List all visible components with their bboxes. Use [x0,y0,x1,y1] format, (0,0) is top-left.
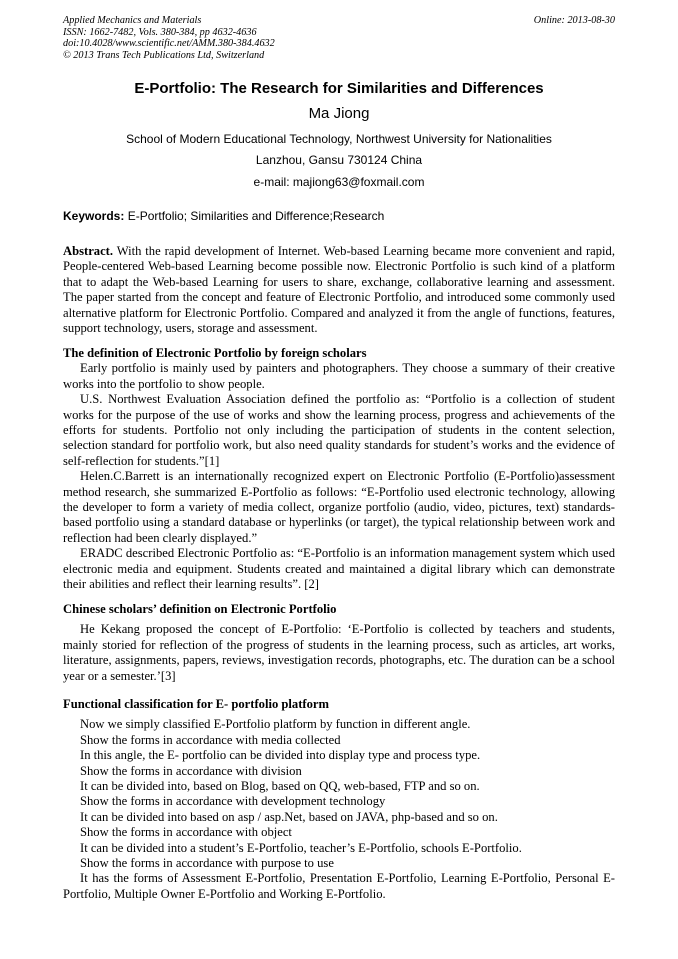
list-line: It can be divided into based on asp / asp.Net, based on JAVA, php-based and so on. [80,809,498,824]
section-heading: Chinese scholars’ definition on Electronic Portfolio [63,602,337,616]
list-line: It has the forms of Assessment E-Portfolio, Presentation E-Portfolio, Learning E-Portfolio, Personal E-Portfolio, Multiple Owner E-Portfolio and Working E-Portfolio. [63,871,615,901]
paper-title: E-Portfolio: The Research for Similarities and Differences [134,80,544,97]
abstract-text: With the rapid development of Internet. Web-based Learning became more convenient and rapid, People-centered Web-based Learning become possible now. Electronic Portfolio is such kind of a platform that to adapt the Web-based Learning for users to share, exchange, collaborative learning and assessment. The paper started from the concept and feature of Electronic Portfolio, and introduced some commonly used alternative platform for Electronic Portfolio. Compared and analyzed it from the angle of functions, features, support technology, users, storage and assessment. [63,244,615,336]
abstract [63,244,615,336]
list-line: Show the forms in accordance with division [80,763,302,778]
keywords [63,209,384,223]
list-line: Now we simply classified E-Portfolio platform by function in different angle. [80,717,471,732]
list-line: It can be divided into a student’s E-Portfolio, teacher’s E-Portfolio, schools E-Portfolio. [80,840,522,855]
list-line: Show the forms in accordance with object [80,825,292,840]
section-functional-classification [63,697,615,902]
paragraph: Helen.C.Barrett is an internationally recognized expert on Electronic Portfolio (E-Portfolio)assessment method research, she summarized E-Portfolio as follows: “E-Portfolio used electronic technology, allowing the developer to form a variety of media collect, organize portfolio (audio, video, pictures, text) standards-based portfolio using a standard database or hyperlinks (or target), the typical relationship between work and reflection had been clearly displayed.” [63,469,615,545]
paragraph: U.S. Northwest Evaluation Association defined the portfolio as: “Portfolio is a collection of student works for the purpose of the use of works and show the learning process, progress and achievements of the efforts for students. Portfolio not only including the participation of students in the content selection, selection standard for portfolio work, but also need quality standards for student’s works and the evidence of self-reflection for students.”[1] [63,392,615,468]
author-location: Lanzhou, Gansu 730124 China [255,153,423,167]
author-name: Ma Jiong [308,105,370,122]
section-chinese-definition [63,602,615,684]
keywords-text: E-Portfolio; Similarities and Difference;Research [124,209,385,223]
list-line: Show the forms in accordance with development technology [80,794,386,809]
section-foreign-definition [63,346,615,593]
journal-header [63,15,615,61]
online-date: Online: 2013-08-30 [533,15,615,26]
list-line: Show the forms in accordance with media collected [80,732,341,747]
list-line: It can be divided into, based on Blog, based on QQ, web-based, FTP and so on. [80,779,480,794]
copyright-line: © 2013 Trans Tech Publications Ltd, Switzerland [63,49,265,61]
keywords-label: Keywords: [63,209,125,223]
paragraph: He Kekang proposed the concept of E-Portfolio: ‘E-Portfolio is collected by teachers and students, mainly storied for reflection of the progress of students in the learning process, such as articles, art works, literature, assignments, papers, reviews, investigation records, photographs, etc. The duration can be a school year or a semester.’[3] [63,622,615,683]
paragraph: Early portfolio is mainly used by painters and photographers. They choose a summary of their creative works into the portfolio to show people. [63,361,615,391]
paragraph: ERADC described Electronic Portfolio as: “E-Portfolio is an information management system which used electronic media and equipment. Students created and maintained a digital library which can demonstrate their abilities and reflect their learning results”. [2] [63,546,615,592]
list-line: Show the forms in accordance with purpose to use [80,856,334,871]
affiliation: School of Modern Educational Technology, Northwest University for Nationalities [126,132,552,146]
section-heading: The definition of Electronic Portfolio by foreign scholars [63,346,367,360]
journal-name: Applied Mechanics and Materials [63,15,202,26]
list-line: In this angle, the E- portfolio can be divided into display type and process type. [80,748,481,763]
doi-line: doi:10.4028/www.scientific.net/AMM.380-384.4632 [63,38,275,50]
author-email: e-mail: majiong63@foxmail.com [253,175,425,189]
abstract-label: Abstract. [63,244,114,258]
issn-line: ISSN: 1662-7482, Vols. 380-384, pp 4632-4636 [63,26,257,38]
section-heading: Functional classification for E- portfolio platform [63,697,329,711]
